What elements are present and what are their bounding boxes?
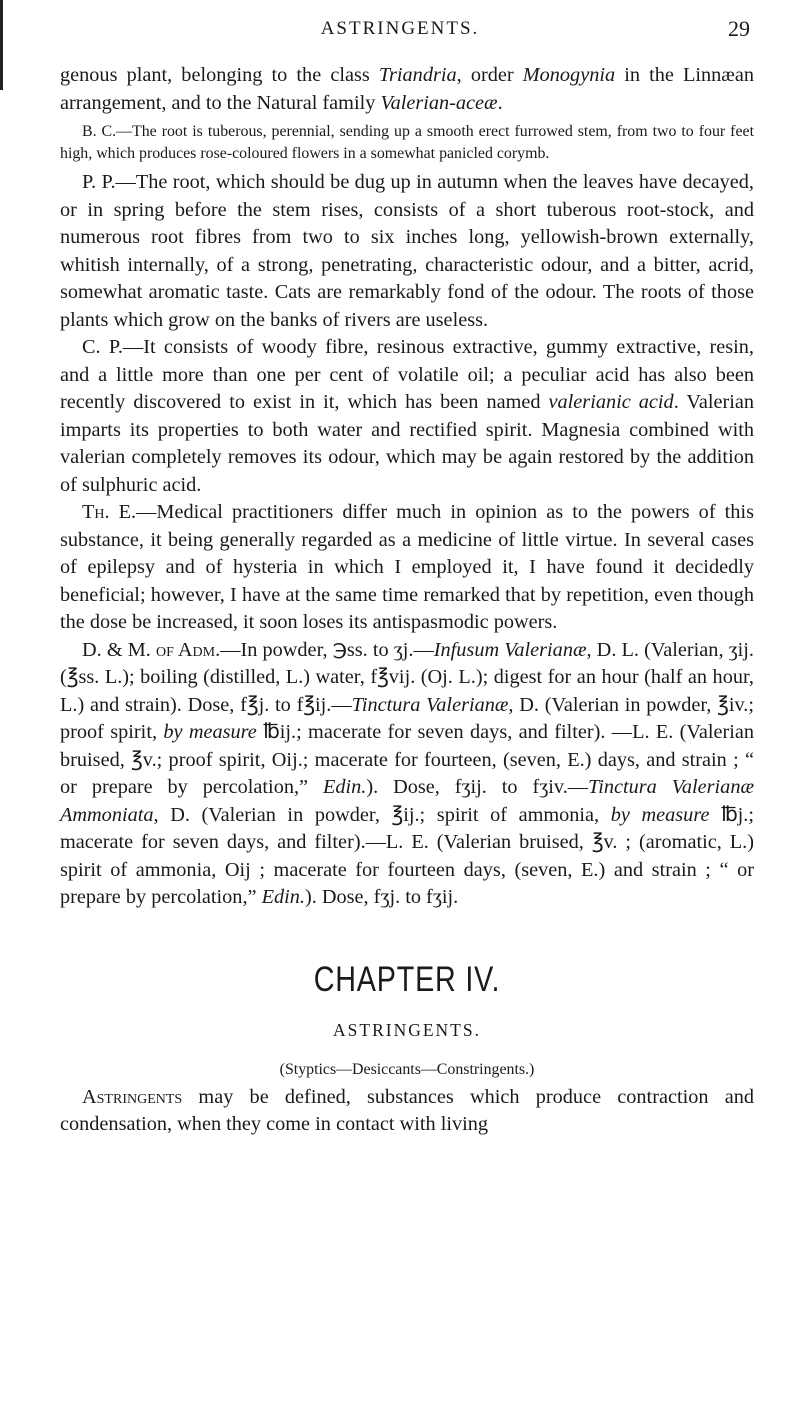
- section-subtitle: (Styptics—Desiccants—Constringents.): [279, 1060, 535, 1078]
- page-body: [60, 62, 754, 1139]
- page-number: 29: [728, 16, 750, 41]
- paragraph-dose-administration: D. & M. of Adm.—In powder, ℈ss. to ʒj.—Infusum Valerianæ, D. L. (Valerian, ʒij. (℥ss. L.); boiling (distilled, L.) water, f℥vij. (Oj. L.); digest for an hour (half an hour, L.) and strain). Dose, f℥j. to f℥ij.—Tinctura Valerianæ, D. (Valerian in powder, ℥iv.; proof spirit, by measure ℔ij.; macerate for seven days, and filter). —L. E. (Valerian bruised, ℥v.; proof spirit, Oij.; macerate for fourteen, (seven, E.) days, and strain ; “ or prepare by percolation,” Edin.). Dose, fʒij. to fʒiv.—Tinctura Valerianæ Ammoniata, D. (Valerian in powder, ℥ij.; spirit of ammonia, by measure ℔j.; macerate for seven days, and filter).—L. E. (Valerian bruised, ℥v. ; (aromatic, L.) spirit of ammonia, Oij ; macerate for fourteen days, (seven, E.) and strain ; “ or prepare by percolation,” Edin.). Dose, fʒj. to fʒij.: [60, 638, 755, 908]
- page-header: [0, 12, 800, 46]
- section-title: ASTRINGENTS.: [333, 1019, 481, 1040]
- paragraph-astringents-definition: Astringents may be defined, substances which produce contraction and condensation, when they come in contact with living: [60, 1085, 754, 1135]
- paragraph-intro: genous plant, belonging to the class Triandria, order Monogynia in the Linnæan arrangement, and to the Natural family Valerian-aceæ.: [60, 64, 754, 114]
- running-head: ASTRINGENTS.: [320, 18, 480, 39]
- paragraph-chemical-properties: C. P.—It consists of woody fibre, resinous extractive, gummy extractive, resin, and a little more than one per cent of volatile oil; a peculiar acid has also been recently discovered to exist in it, which has been named valerianic acid. Valerian imparts its properties to both water and rectified spirit. Magnesia combined with valerian completely removes its odour, which may be again restored by the addition of sulphuric acid.: [60, 336, 754, 496]
- paragraph-physical-properties: P. P.—The root, which should be dug up in autumn when the leaves have decayed, or in spring before the stem rises, consists of a short tuberous root-stock, and numerous root fibres from two to six inches long, yellowish-brown externally, whitish internally, of a strong, penetrating, characteristic odour, and a bitter, acrid, somewhat aromatic taste. Cats are remarkably fond of the odour. The roots of those plants which grow on the banks of rivers are useless.: [60, 171, 754, 331]
- paragraph-botanical-characters: B. C.—The root is tuberous, perennial, sending up a smooth erect furrowed stem, from two to four feet high, which produces rose-coloured flowers in a somewhat panicled corymb.: [60, 123, 754, 162]
- paragraph-therapeutic-effects: Th. E.—Medical practitioners differ much in opinion as to the powers of this substance, it being generally regarded as a medicine of little virtue. In several cases of epilepsy and of hysteria in which I employed it, I have found it decidedly beneficial; however, I have at the same time remarked that by repetition, even though the dose be increased, it soon loses its antispasmodic powers.: [60, 501, 754, 633]
- chapter-title: CHAPTER IV.: [313, 959, 501, 999]
